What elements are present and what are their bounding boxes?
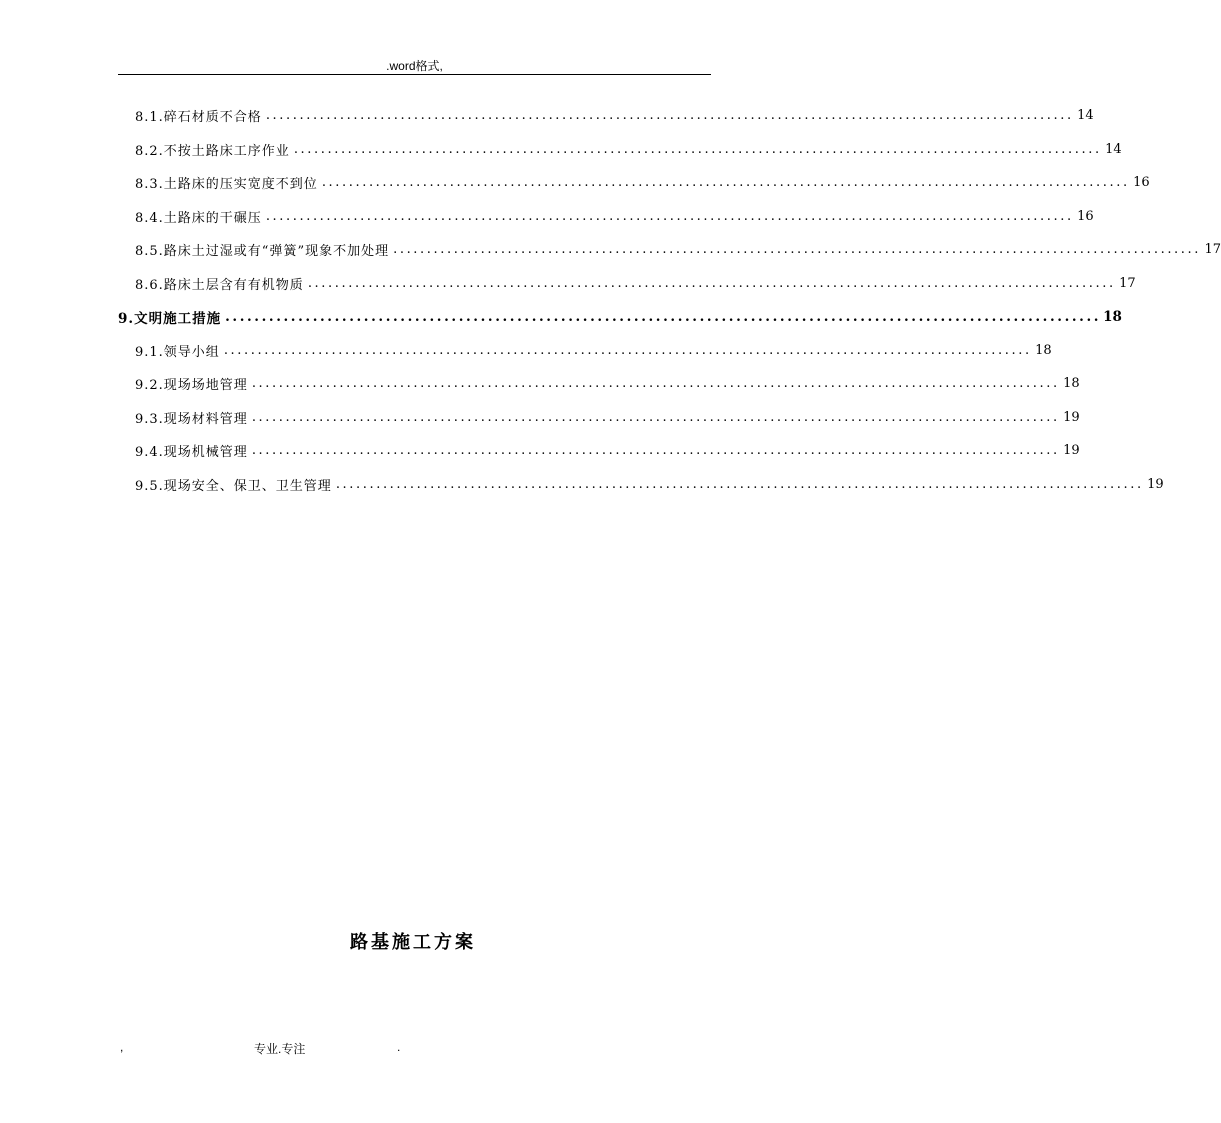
toc-entry-label: 9.3.现场材料管理 [135,411,248,427]
toc-leader-dots: ........................................................................................................................ [251,443,1060,459]
toc-entry-8-2[interactable] [118,133,1122,167]
toc-entry-page: 17 [1119,275,1136,291]
toc-leader-dots: ........................................................................................................................ [393,242,1201,258]
toc-entry-page: 16 [1133,175,1150,191]
toc-entry-8-3[interactable] [118,166,1150,200]
toc-entry-label: 9.5.现场安全、保卫、卫生管理 [135,478,332,494]
toc-entry-8-6[interactable] [118,267,1136,301]
toc-entry-9-2[interactable] [118,367,1080,401]
toc-entry-label: 9.2.现场场地管理 [135,378,248,394]
toc-leader-dots: ........................................................................................................................ [293,141,1102,157]
toc-entry-page: 19 [1063,409,1080,425]
toc-leader-dots: ........................................................................................................................ [265,108,1074,124]
toc-entry-page: 16 [1077,208,1094,224]
toc-entry-9[interactable] [118,300,1122,334]
toc-entry-9-3[interactable] [118,401,1080,435]
toc-entry-page: 18 [1063,376,1080,392]
toc-entry-8-5[interactable] [118,233,1221,267]
footer-slogan: 专业.专注 [254,1042,306,1056]
toc-entry-page: 14 [1105,141,1122,157]
toc-entry-9-5[interactable] [118,468,1164,502]
toc-leader-dots: ........................................................................................................................ [307,275,1116,291]
toc-entry-8-1[interactable] [118,99,1094,133]
toc-entry-label: 9.文明施工措施 [118,310,222,327]
toc-entry-page: 18 [1035,342,1052,358]
toc-entry-label: 9.1.领导小组 [135,344,220,360]
toc-leader-dots: ........................................................................................................................ [265,208,1074,224]
toc-leader-dots: ........................................................................................................................ [223,342,1032,358]
header-divider [118,74,711,75]
toc-entry-label: 9.4.现场机械管理 [135,445,248,461]
document-title: 路基施工方案 [350,932,476,953]
footer-right-mark: . [397,1040,401,1054]
toc-entry-label: 8.3.土路床的压实宽度不到位 [135,177,318,193]
toc-leader-dots: ........................................................................................................................ [321,175,1130,191]
footer-left-mark: , [120,1040,124,1054]
toc-entry-label: 8.4.土路床的干碾压 [135,210,262,226]
page-header: .word格式, [386,59,443,73]
toc-entry-page: 18 [1103,308,1122,325]
toc-entry-9-1[interactable] [118,334,1052,368]
toc-entry-label: 8.1.碎石材质不合格 [135,110,262,126]
toc-entry-page: 19 [1147,476,1164,492]
toc-entry-page: 19 [1063,443,1080,459]
toc-leader-dots: ........................................................................................................................ [251,409,1060,425]
toc-leader-dots: ........................................................................................................................ [335,476,1144,492]
toc-entry-8-4[interactable] [118,200,1094,234]
toc-leader-dots: ........................................................................................................................ [251,376,1060,392]
toc-entry-9-4[interactable] [118,434,1080,468]
toc-entry-label: 8.5.路床土过湿或有“弹簧”现象不加处理 [135,244,390,260]
toc-entry-label: 8.2.不按土路床工序作业 [135,143,290,159]
toc-entry-label: 8.6.路床土层含有有机物质 [135,277,304,293]
toc-entry-page: 17 [1204,242,1221,258]
toc-entry-page: 14 [1077,108,1094,124]
toc-leader-dots: ........................................................................................................................ [225,308,1102,325]
table-of-contents [118,99,1221,501]
